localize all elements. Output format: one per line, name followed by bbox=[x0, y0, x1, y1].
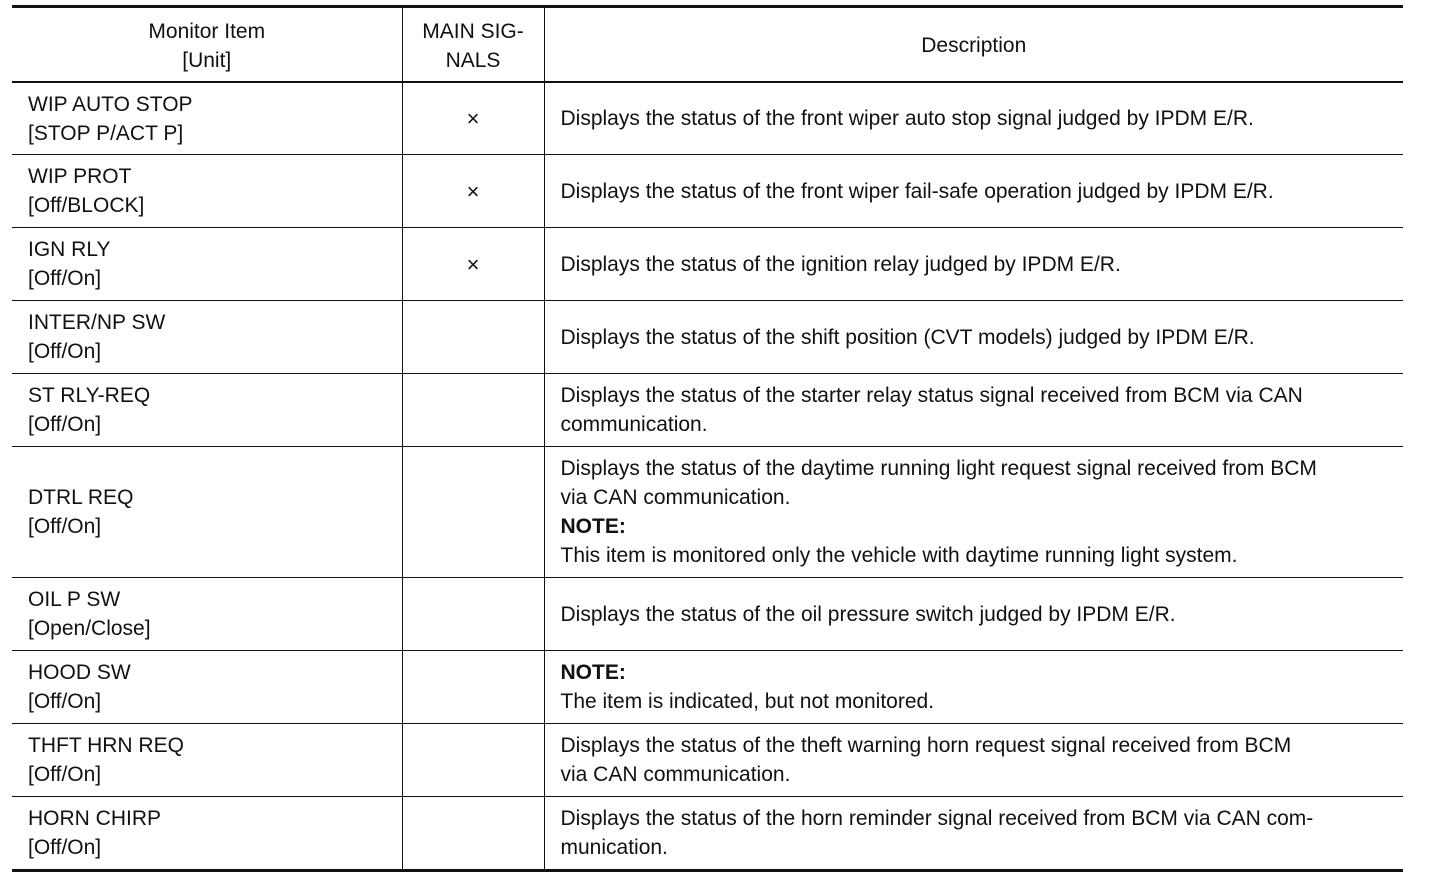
header-description bbox=[544, 7, 1403, 83]
monitor-item-name: INTER/NP SW bbox=[28, 311, 166, 334]
note-label: NOTE: bbox=[560, 515, 626, 538]
monitor-item-name: HORN CHIRP bbox=[28, 807, 162, 830]
monitor-item-cell bbox=[12, 374, 402, 447]
table-row bbox=[12, 228, 1403, 301]
main-signal-cell bbox=[402, 447, 544, 578]
note-text: The item is indicated, but not monitored. bbox=[560, 690, 935, 713]
description-text: Displays the status of the front wiper auto stop signal judged by IPDM E/R. bbox=[560, 107, 1254, 130]
main-signal-cell bbox=[402, 301, 544, 374]
main-signal-cell bbox=[402, 724, 544, 797]
monitor-item-unit: [Off/BLOCK] bbox=[28, 194, 145, 217]
note-label: NOTE: bbox=[560, 661, 626, 684]
description-cell bbox=[544, 301, 1403, 374]
description-text: Displays the status of the oil pressure switch judged by IPDM E/R. bbox=[560, 602, 1176, 626]
monitor-item-cell bbox=[12, 797, 402, 871]
monitor-item-unit: [Off/On] bbox=[28, 690, 102, 713]
table-header-row bbox=[12, 7, 1403, 83]
header-description-label: Description bbox=[921, 34, 1027, 57]
header-monitor-item bbox=[12, 7, 402, 83]
monitor-item-cell bbox=[12, 651, 402, 724]
monitor-item-table-wrapper bbox=[12, 5, 1403, 872]
description-text: Displays the status of the theft warning horn request signal received from BCM bbox=[560, 734, 1292, 757]
description-text: Displays the status of the starter relay status signal received from BCM via CAN bbox=[560, 384, 1303, 407]
table-row bbox=[12, 82, 1403, 155]
monitor-item-cell bbox=[12, 578, 402, 651]
table-row bbox=[12, 578, 1403, 651]
monitor-item-unit: [Off/On] bbox=[28, 836, 102, 859]
monitor-item-unit: [Off/On] bbox=[28, 763, 102, 786]
main-signal-cell bbox=[402, 374, 544, 447]
monitor-item-name: HOOD SW bbox=[28, 661, 131, 684]
main-signal-cell bbox=[402, 155, 544, 228]
monitor-item-cell bbox=[12, 301, 402, 374]
monitor-item-cell bbox=[12, 82, 402, 155]
main-signal-mark: × bbox=[466, 251, 480, 277]
main-signal-cell bbox=[402, 651, 544, 724]
monitor-item-cell bbox=[12, 228, 402, 301]
table-row bbox=[12, 155, 1403, 228]
table-row bbox=[12, 301, 1403, 374]
description-cell bbox=[544, 228, 1403, 301]
header-signals-line1: MAIN SIG- bbox=[422, 19, 524, 43]
table-row bbox=[12, 651, 1403, 724]
description-cell bbox=[544, 578, 1403, 651]
monitor-item-cell bbox=[12, 724, 402, 797]
main-signal-cell bbox=[402, 228, 544, 301]
description-text: Displays the status of the front wiper fail-safe operation judged by IPDM E/R. bbox=[560, 179, 1274, 203]
main-signal-cell bbox=[402, 797, 544, 871]
table-row bbox=[12, 797, 1403, 871]
table-row bbox=[12, 724, 1403, 797]
description-text: Displays the status of the horn reminder signal received from BCM via CAN com- bbox=[560, 807, 1314, 830]
monitor-item-unit: [STOP P/ACT P] bbox=[28, 121, 184, 145]
description-cell bbox=[544, 82, 1403, 155]
description-text-continued: munication. bbox=[560, 836, 668, 859]
monitor-item-name: DTRL REQ bbox=[28, 486, 134, 509]
description-text: Displays the status of the ignition relay judged by IPDM E/R. bbox=[560, 252, 1121, 276]
description-cell bbox=[544, 155, 1403, 228]
monitor-item-cell bbox=[12, 155, 402, 228]
description-cell bbox=[544, 447, 1403, 578]
description-cell bbox=[544, 374, 1403, 447]
header-signals-line2: NALS bbox=[445, 48, 501, 72]
table-row bbox=[12, 374, 1403, 447]
main-signal-cell bbox=[402, 578, 544, 651]
monitor-item-table bbox=[12, 5, 1403, 872]
monitor-item-name: THFT HRN REQ bbox=[28, 734, 184, 757]
main-signal-mark: × bbox=[466, 178, 480, 204]
monitor-item-unit: [Off/On] bbox=[28, 413, 102, 436]
monitor-item-unit: [Off/On] bbox=[28, 515, 102, 538]
monitor-item-name: ST RLY-REQ bbox=[28, 384, 151, 407]
monitor-item-unit: [Open/Close] bbox=[28, 617, 151, 640]
table-row bbox=[12, 447, 1403, 578]
description-cell bbox=[544, 797, 1403, 871]
description-text: Displays the status of the daytime running light request signal received from BCM bbox=[560, 457, 1317, 480]
header-unit-label: [Unit] bbox=[182, 48, 232, 72]
monitor-item-name: WIP AUTO STOP bbox=[28, 92, 193, 116]
main-signal-mark: × bbox=[466, 106, 480, 131]
monitor-item-cell bbox=[12, 447, 402, 578]
monitor-item-name: WIP PROT bbox=[28, 165, 132, 188]
description-cell bbox=[544, 724, 1403, 797]
monitor-item-name: OIL P SW bbox=[28, 588, 121, 611]
header-item-label: Monitor Item bbox=[148, 19, 266, 43]
main-signal-cell bbox=[402, 82, 544, 155]
description-cell bbox=[544, 651, 1403, 724]
monitor-item-name: IGN RLY bbox=[28, 238, 111, 261]
monitor-item-unit: [Off/On] bbox=[28, 340, 102, 363]
description-text-continued: communication. bbox=[560, 413, 708, 436]
note-text: This item is monitored only the vehicle with daytime running light system. bbox=[560, 544, 1238, 567]
header-main-signals bbox=[402, 7, 544, 83]
description-text-continued: via CAN communication. bbox=[560, 486, 791, 509]
description-text: Displays the status of the shift position (CVT models) judged by IPDM E/R. bbox=[560, 325, 1255, 349]
monitor-item-unit: [Off/On] bbox=[28, 267, 102, 290]
description-text-continued: via CAN communication. bbox=[560, 763, 791, 786]
